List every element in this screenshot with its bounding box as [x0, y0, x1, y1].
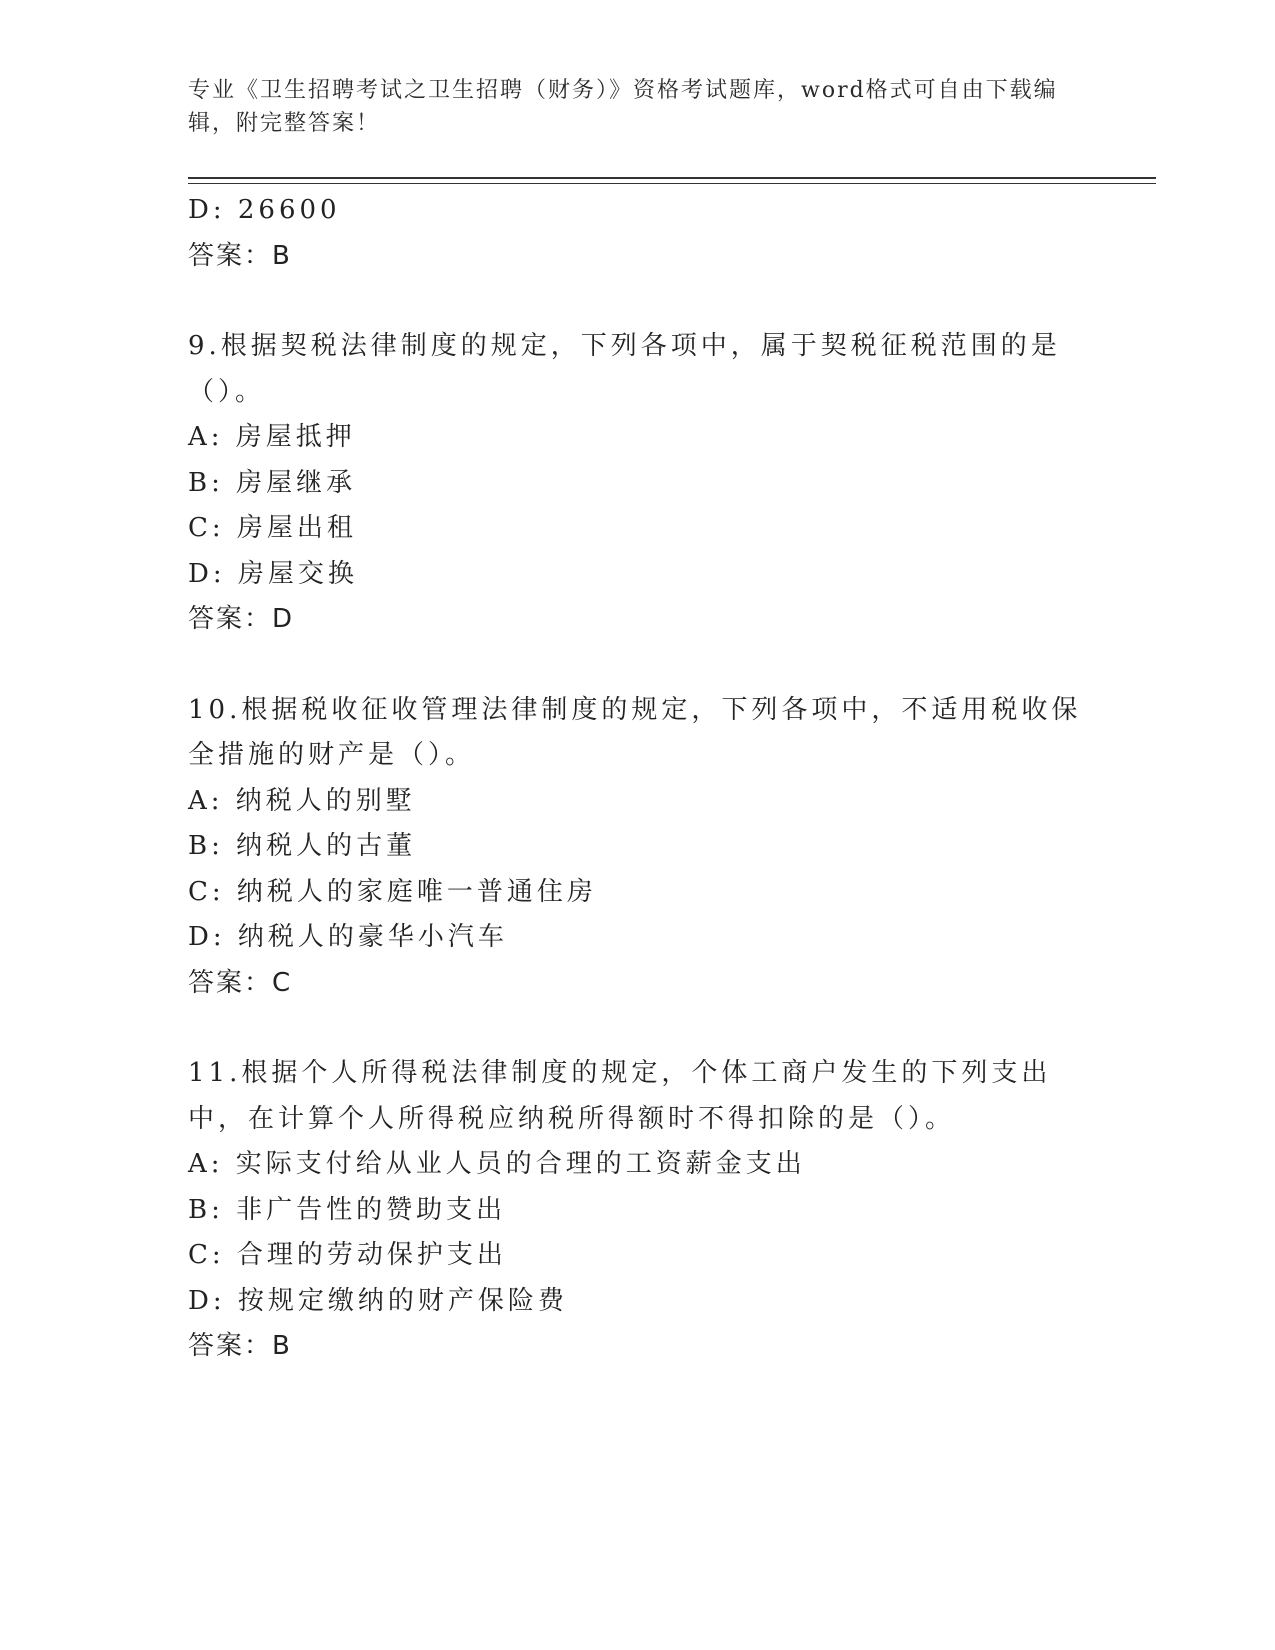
answer: 答案：B [188, 1331, 292, 1361]
option-a: A: 实际支付给从业人员的合理的工资薪金支出 [188, 1149, 806, 1179]
document-header: 专业《卫生招聘考试之卫生招聘（财务）》资格考试题库，word格式可自由下载编辑，附完整答案！ [188, 78, 1058, 136]
question-10 [188, 688, 1088, 1007]
header-rule-thin [188, 183, 1156, 184]
answer: 答案：B [188, 240, 292, 271]
question-9 [188, 324, 1088, 643]
option-b: B: 非广告性的赞助支出 [188, 1194, 507, 1225]
option-b: B: 纳税人的古董 [188, 831, 417, 861]
question-stem: 11.根据个人所得税法律制度的规定，个体工商户发生的下列支出中，在计算个人所得税应纳税所得额时不得扣除的是（）。 [188, 1058, 1052, 1134]
option-d: D: 26600 [188, 195, 341, 225]
document-body [188, 188, 1088, 1370]
answer: 答案：D [188, 604, 295, 634]
question-stem: 10.根据税收征收管理法律制度的规定，下列各项中，不适用税收保全措施的财产是（）。 [188, 694, 1082, 770]
answer: 答案：C [188, 967, 293, 998]
option-c: C: 纳税人的家庭唯一普通住房 [188, 876, 597, 907]
option-d: D: 房屋交换 [188, 558, 358, 589]
question-stem: 9.根据契税法律制度的规定，下列各项中，属于契税征税范围的是（）。 [188, 331, 1061, 407]
option-a: A: 纳税人的别墅 [188, 785, 416, 816]
option-c: C: 合理的劳动保护支出 [188, 1240, 507, 1270]
option-a: A: 房屋抵押 [188, 422, 356, 452]
option-b: B: 房屋继承 [188, 467, 357, 498]
option-d: D: 按规定缴纳的财产保险费 [188, 1285, 568, 1316]
option-c: C: 房屋出租 [188, 513, 357, 543]
question-11 [188, 1051, 1088, 1370]
option-d: D: 纳税人的豪华小汽车 [188, 922, 508, 952]
header-rule-thick [188, 177, 1156, 179]
